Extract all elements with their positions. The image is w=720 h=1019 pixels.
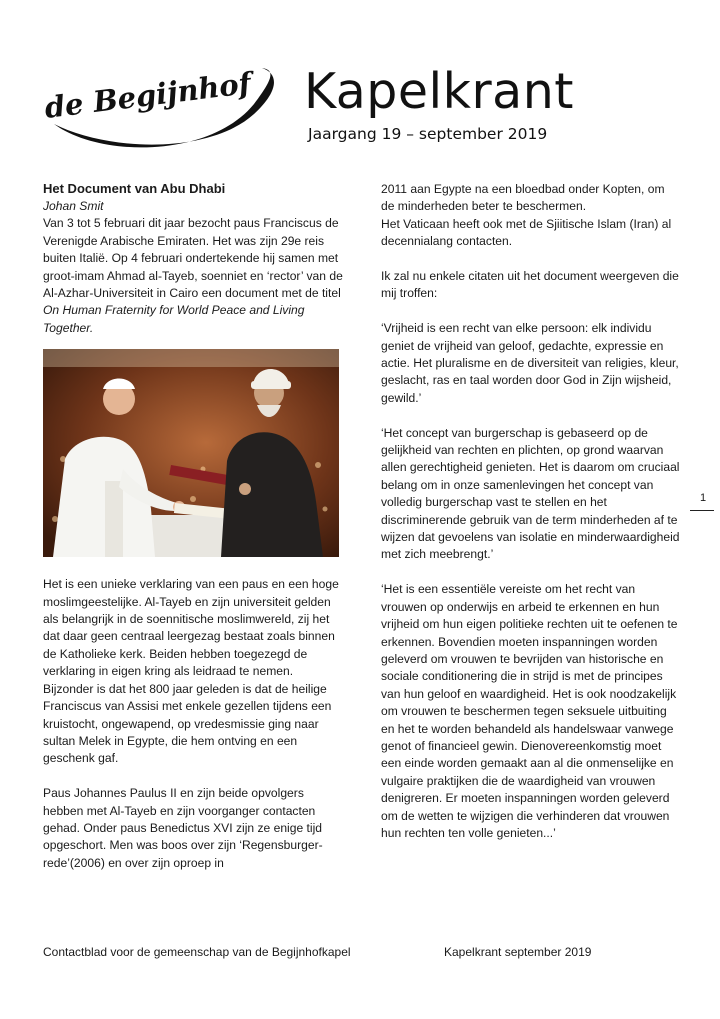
newsletter-subtitle: Jaargang 19 – september 2019: [308, 125, 548, 143]
article-paragraph-3: Bijzonder is dat het 800 jaar geleden is dat de heilige Franciscus van Assisi met enkele gezellen tijdens een kruistocht, ongewapend, op vredesmissie ging naar sultan Melek in Egypte, die hem ontving en een geschenk gaf.: [43, 681, 332, 766]
begijnhof-logo: [40, 62, 296, 152]
article-right-paragraph-2: Het Vaticaan heeft ook met de Sjiitische Islam (Iran) al decennialang contacten.: [381, 216, 672, 249]
quote-citizenship: ‘Het concept van burgerschap is gebaseerd op de gelijkheid van rechten en plichten, op grond waarvan allen gerechtigheid genieten. Het is daarom om cruciaal belang om in onze samenlevingen het concept van volledig burgerschap vast te stellen en het discriminerende gebruik van de term minderheden af te wijzen dat gevoelens van isolatie en minderwaardigheid met zich meebrengt.’: [381, 425, 680, 562]
pope-imam-photo: [43, 349, 339, 557]
article-right-paragraph-3: Ik zal nu enkele citaten uit het document weergeven die mij troffen:: [381, 269, 679, 301]
page-number-rule: [690, 510, 714, 511]
article-paragraph-2: Het is een unieke verklaring van een paus en een hoge moslimgeestelijke. Al-Tayeb en zijn universiteit gelden als belangrijk in de soennitische moslimwereld, zij het dat daar geen centraal leergezag bestaat zoals binnen de Katholieke kerk. Beiden hebben toegezegd de verklaring in eigen kring als leidraad te nemen.: [43, 577, 339, 679]
document-title: On Human Fraternity for World Peace and Living Together.: [43, 303, 305, 335]
footer-left: Contactblad voor de gemeenschap van de Begijnhofkapel: [43, 945, 351, 959]
article-title: Het Document van Abu Dhabi: [43, 181, 226, 196]
article-paragraph-4: Paus Johannes Paulus II en zijn beide opvolgers hebben met Al-Tayeb en zijn voorganger contacten gehad. Onder paus Benedictus XVI zijn ze enige tijd opgeschort. Men was boos over zijn ‘Regensburger-rede’(2006) en over zijn oproep in: [43, 786, 323, 870]
page-number: 1: [699, 492, 707, 504]
article-intro: Van 3 tot 5 februari dit jaar bezocht paus Franciscus de Verenigde Arabische Emiraten. Het was zijn 29e reis buiten Italië. Op 4 februari ondertekende hij samen met groot-imam Ahmad al-Tayeb, soenniet en ‘rector’ van de Al-Azhar-Universiteit in Cairo een document met de titel On Human Fraternity for World Peace and Living Together.: [43, 216, 343, 335]
article-right-column: [381, 181, 681, 842]
logo-wordmark: de Begijnhof: [42, 65, 253, 125]
article-author: Johan Smit: [43, 199, 104, 213]
quote-freedom: ‘Vrijheid is een recht van elke persoon: elk individu geniet de vrijheid van geloof, gedachte, expressie en actie. Het pluralisme en de diversiteit van religies, kleur, geslacht, ras en taal worden door God in Zijn wijsheid, gewild.’: [381, 321, 679, 405]
quote-women-rights: ‘Het is een essentiële vereiste om het recht van vrouwen op onderwijs en arbeid te erkennen en hun vrijheid om hun eigen politieke rechten uit te oefenen te erkennen. Bovendien moeten inspanningen worden geleverd om vrouwen te bevrijden van historische en sociale conditionering die in strijd is met de principes van hun geloof en waardigheid. Het is ook noodzakelijk om vrouwen te beschermen tegen seksuele uitbuiting en het te worden behandeld als handelswaar vanwege genot of financieel gewin. Dienovereenkomstig moet een einde worden gemaakt aan al die onmenselijke en vulgaire praktijken die de waardigheid van vrouwen denigreren. Er moeten inspanningen worden geleverd om de wetten te wijzigen die verhinderen dat vrouwen hun rechten ten volle genieten...’: [381, 582, 678, 840]
article-left-column: [43, 180, 343, 872]
article-right-paragraph-1: 2011 aan Egypte na een bloedbad onder Kopten, om de minderheden beter te beschermen.: [381, 182, 665, 214]
newsletter-title: Kapelkrant: [304, 63, 574, 120]
footer-right: Kapelkrant september 2019: [444, 945, 592, 959]
